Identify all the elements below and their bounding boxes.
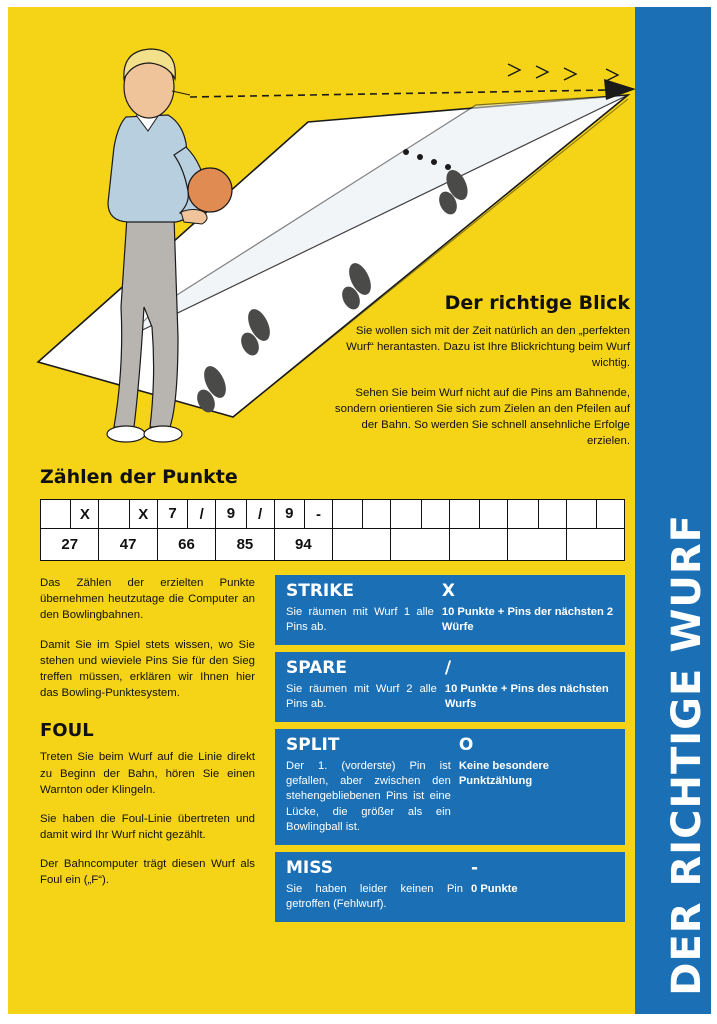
info-box-note: 0 Punkte — [471, 882, 518, 895]
info-box-symbol: O — [458, 735, 474, 756]
page-edge-left — [0, 0, 8, 1024]
blick-paragraph-2: Sehen Sie beim Wurf nicht auf die Pins am Bahnende, sondern orientieren Sie sich zum Zielen an den Pfeilen auf der Bahn. So werden Sie schnell ansehnliche Erfolge erzielen. — [334, 386, 630, 448]
frame-balls — [216, 500, 273, 529]
frame-ball-1 — [450, 500, 480, 528]
scoresheet-frame — [391, 500, 449, 560]
frame-ball-1 — [391, 500, 421, 528]
frame-total: 85 — [236, 536, 254, 553]
frame-total — [391, 529, 448, 560]
frame-ball-1 — [99, 500, 129, 528]
frame-balls — [508, 500, 565, 529]
info-box-description: Sie räumen mit Wurf 2 alle Pins ab. — [286, 682, 437, 711]
frame-ball-2 — [480, 500, 507, 528]
scoring-paragraph-2: Damit Sie im Spiel stets wissen, wo Sie stehen und wieviele Pins Sie für den Sieg treffen müssen, erklären wir Ihnen hier das Bowling-Punktesystem. — [40, 638, 255, 700]
frame-ball-2: X — [79, 505, 90, 523]
der-richtige-blick-section — [330, 292, 630, 462]
frame-balls — [275, 500, 332, 529]
frame-total: 27 — [61, 536, 79, 553]
info-box-left — [286, 659, 445, 712]
info-box-list — [275, 575, 625, 929]
frame-ball-1 — [41, 500, 71, 528]
info-box-title: SPARE — [286, 658, 348, 679]
frame-total: 94 — [294, 536, 312, 553]
info-box-split — [275, 729, 625, 845]
info-box-right — [459, 736, 614, 835]
frame-balls — [567, 500, 624, 529]
frame-ball-1 — [216, 500, 246, 528]
scoresheet-frame — [216, 500, 274, 560]
info-box-spare — [275, 652, 625, 722]
info-box-right — [442, 582, 614, 635]
frame-ball-1-value: 9 — [226, 505, 236, 522]
info-box-description: Sie räumen mit Wurf 1 alle Pins ab. — [286, 605, 434, 633]
frame-ball-1 — [158, 500, 188, 528]
info-box-right — [471, 859, 614, 912]
frame-total — [450, 529, 507, 560]
info-box-title: STRIKE — [286, 581, 355, 601]
aim-arrow — [190, 79, 635, 100]
scoresheet-frame — [567, 500, 624, 560]
frame-total: 47 — [119, 536, 137, 553]
info-box-symbol: - — [471, 858, 479, 879]
info-box-miss — [275, 852, 625, 922]
info-box-note: 10 Punkte + Pins des nächsten Wurfs — [444, 682, 609, 711]
scoresheet-frame — [99, 500, 157, 560]
frame-balls — [391, 500, 448, 529]
frame-balls — [158, 500, 215, 529]
scoresheet — [40, 499, 625, 561]
info-box-note: 10 Punkte + Pins der nächsten 2 Würfe — [441, 605, 614, 633]
info-box-symbol: / — [444, 658, 452, 679]
side-banner-title: DER RICHTIGE WURF — [664, 514, 710, 996]
info-box-description: Der 1. (vorderste) Pin ist gefallen, aber zwischen den stehengebliebenen Pins ist eine Lücke, die größer als ein Bowlingball ist. — [286, 760, 451, 833]
scoresheet-frame — [333, 500, 391, 560]
info-box-left — [286, 736, 459, 835]
info-box-note: Keine besondere Punktzählung — [458, 760, 549, 788]
info-box-description: Sie haben leider keinen Pin getroffen (Fehlwurf). — [286, 882, 463, 911]
frame-balls — [99, 500, 156, 529]
page-edge-bottom — [0, 1014, 717, 1024]
scoresheet-frame — [275, 500, 333, 560]
info-box-strike — [275, 575, 625, 645]
scoring-paragraph-1: Das Zählen der erzielten Punkte übernehmen heutzutage die Computer an den Bowlingbahnen. — [40, 577, 255, 622]
frame-total — [333, 529, 390, 560]
info-box-left — [286, 582, 442, 635]
page-edge-top — [0, 0, 717, 7]
scoresheet-frame — [158, 500, 216, 560]
frame-ball-1-value: 9 — [285, 505, 294, 522]
scoresheet-frame — [508, 500, 566, 560]
info-box-title: MISS — [286, 858, 333, 879]
frame-ball-1 — [508, 500, 538, 528]
frame-ball-2 — [363, 500, 390, 528]
foul-paragraph-1: Treten Sie beim Wurf auf die Linie direkt zu Beginn der Bahn, hören Sie einen Warnton oder Klingeln. — [40, 751, 255, 796]
frame-ball-2: / — [258, 505, 263, 523]
blick-heading: Der richtige Blick — [444, 292, 630, 314]
page-edge-right — [711, 0, 717, 1024]
info-box-right — [445, 659, 614, 712]
frame-ball-1 — [333, 500, 363, 528]
frame-ball-2: - — [316, 505, 322, 523]
frame-ball-1 — [275, 500, 305, 528]
frame-ball-2 — [539, 500, 566, 528]
frame-total — [567, 529, 624, 560]
scoring-heading: Zählen der Punkte — [40, 466, 238, 488]
side-banner — [635, 7, 711, 1014]
frame-ball-1-value: 7 — [168, 505, 177, 522]
scoresheet-frame — [450, 500, 508, 560]
info-box-left — [286, 859, 471, 912]
frame-ball-2 — [597, 500, 624, 528]
foul-paragraph-2: Sie haben die Foul-Linie übertreten und damit wird Ihr Wurf nicht gezählt. — [40, 812, 255, 842]
foul-paragraph-3: Der Bahncomputer trägt diesen Wurf als Foul ein („F“). — [40, 858, 255, 887]
frame-balls — [450, 500, 507, 529]
info-box-symbol: X — [441, 581, 455, 601]
scoresheet-frame — [41, 500, 99, 560]
frame-balls — [333, 500, 390, 529]
frame-total: 66 — [178, 536, 195, 553]
frame-ball-2: X — [138, 505, 149, 523]
frame-ball-1 — [567, 500, 597, 528]
foul-heading: FOUL — [40, 720, 94, 742]
frame-balls — [41, 500, 98, 529]
blick-paragraph-1: Sie wollen sich mit der Zeit natürlich an den „perfekten Wurf“ herantasten. Dazu ist Ihre Blickrichtung beim Wurf wichtig. — [346, 325, 630, 370]
frame-total — [508, 529, 565, 560]
left-text-column — [40, 575, 255, 902]
frame-ball-2 — [422, 500, 449, 528]
frame-ball-2: / — [199, 505, 204, 523]
info-box-title: SPLIT — [286, 735, 340, 756]
